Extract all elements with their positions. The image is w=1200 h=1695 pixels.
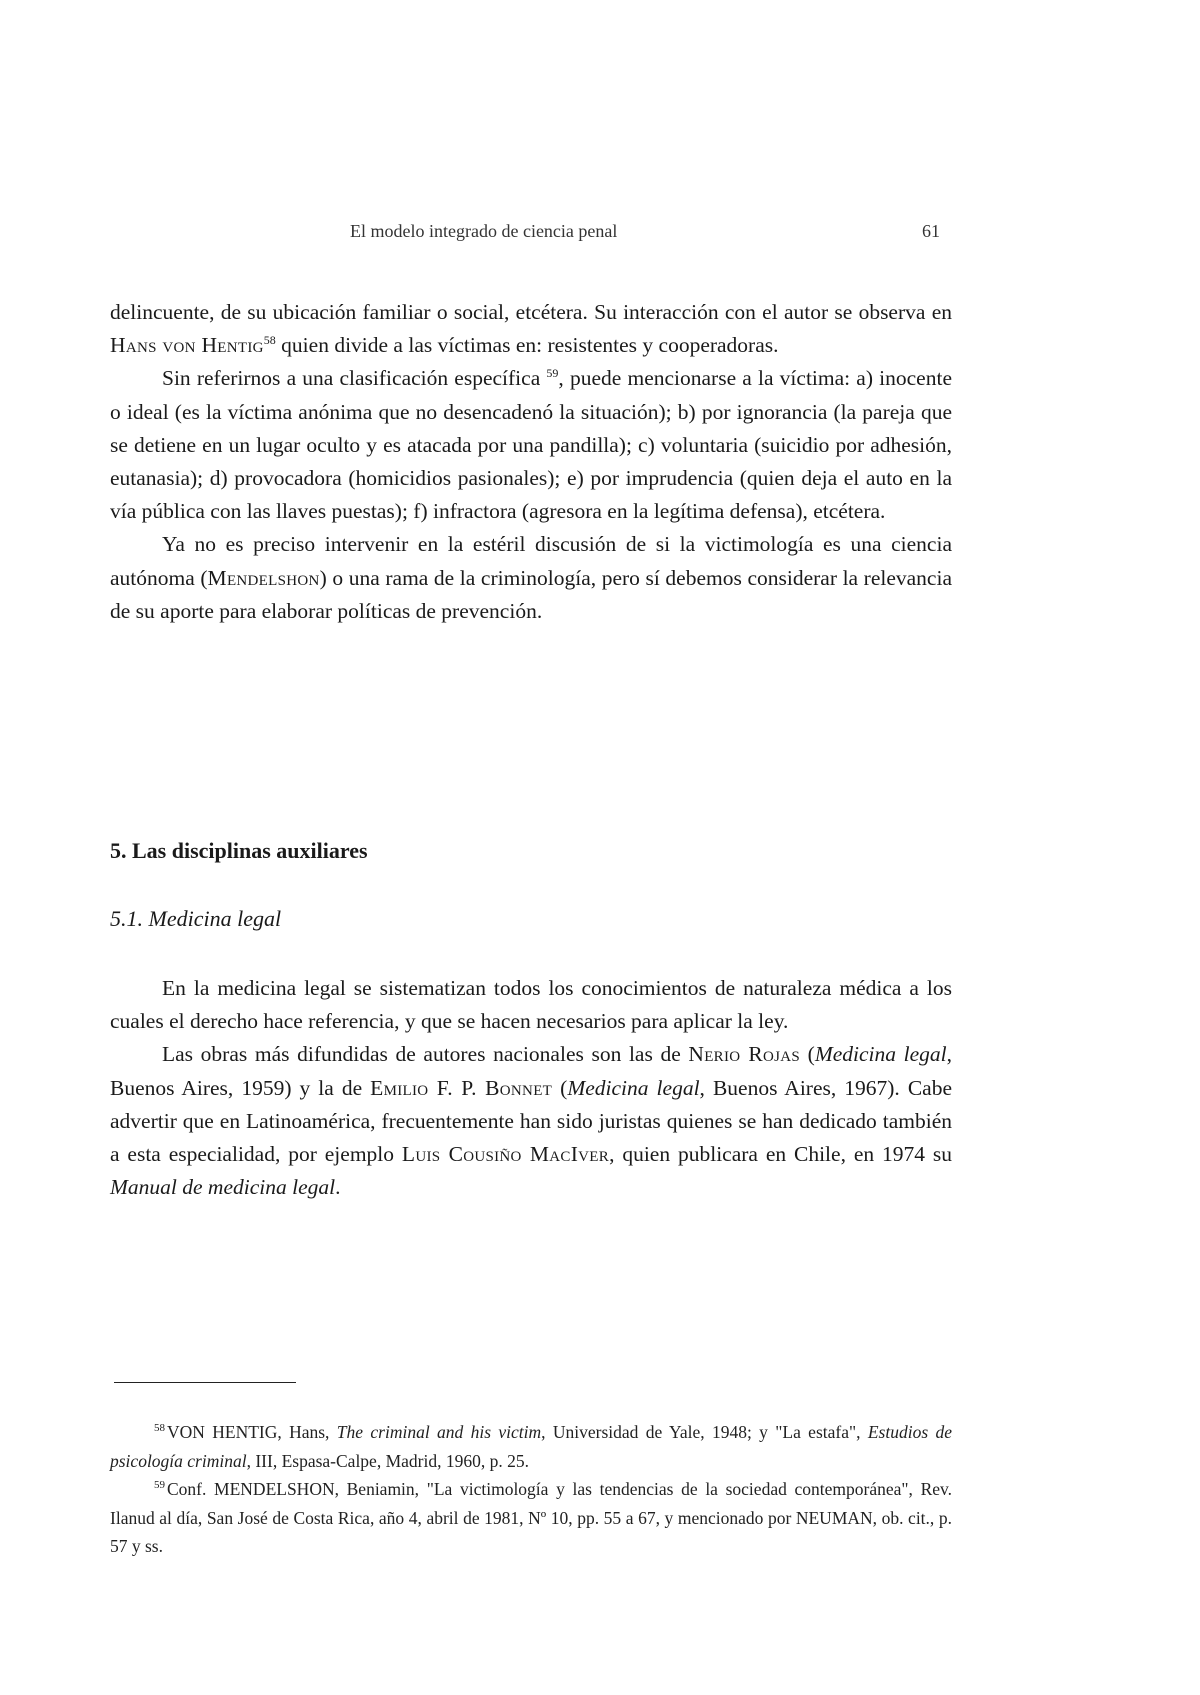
author-name: Hans von Hentig (110, 333, 264, 358)
footnote-number: 59 (154, 1479, 165, 1492)
paragraph-2: Sin referirnos a una clasificación específica $^{59}$, puede mencionarse a la víctima: a) inocente o ideal (es la víctima anónima que no desencadenó la situación); b) por ignorancia (la pareja que se detiene en un lugar oculto y es atacada por una pandilla); c) voluntaria (suicidio por adhesión, eutanasia); d) provocadora (homicidios pasionales); e) por imprudencia (quien deja el auto en la vía pública con las llaves puestas); f) infractora (agresora en la legítima defensa), etcétera. (110, 366, 952, 524)
footnote-number: 58 (154, 1422, 165, 1435)
footnote-ref[interactable]: 58 (263, 333, 276, 348)
work-title: Manual de medicina legal (110, 1175, 336, 1200)
author-name: Luis Cousiño MacIver (401, 1142, 610, 1167)
footnote-59: $^{59}$ Conf. MENDELSHON, Beniamin, "La victimología y las tendencias de la sociedad contemporánea", Rev. Ilanud al día, San José de Costa Rica, año 4, abril de 1981, Nº 10, pp. 55 a 67, y mencionado por NEUMAN, ob. cit., p. 57 y ss. (110, 1479, 952, 1556)
paragraph-4: En la medicina legal se sistematizan todos los conocimientos de naturaleza médica a los cuales el derecho hace referencia, y que se hacen necesarios para aplicar la ley. (110, 976, 952, 1034)
body-text-top (110, 296, 952, 628)
paragraph-3: Ya no es preciso intervenir en la estéril discusión de si la victimología es una ciencia autónoma (Mendelshon) o una rama de la criminología, pero sí debemos considerar la relevancia de su aporte para elaborar políticas de prevención. (110, 532, 952, 623)
body-text-bottom (110, 972, 952, 1204)
footnotes (110, 1418, 952, 1561)
subsection-heading: 5.1. Medicina legal (110, 906, 282, 931)
running-title: El modelo integrado de ciencia penal (350, 221, 618, 241)
work-title: Medicina legal (567, 1075, 700, 1100)
author-name: Emilio F. P. Bonnet (370, 1075, 553, 1100)
work-title: Medicina legal (814, 1042, 947, 1067)
section-heading: 5. Las disciplinas auxiliares (110, 838, 368, 863)
footnote-58: $^{58}$ VON HENTIG, Hans, The criminal and his victim, Universidad de Yale, 1948; y "La estafa", Estudios de psicología criminal, III, Espasa-Calpe, Madrid, 1960, p. 25. (110, 1422, 952, 1471)
footnote-ref[interactable]: 59 (546, 366, 559, 381)
footnote-divider (114, 1382, 296, 1383)
author-name: Mendelshon (207, 565, 320, 590)
paragraph-1: delincuente, de su ubicación familiar o social, etcétera. Su interacción con el autor se observa en Hans von Hentig$^{58}$ quien divide a las víctimas en: resistentes y cooperadoras. (110, 300, 952, 358)
paragraph-5: Las obras más difundidas de autores nacionales son las de Nerio Rojas (Medicina legal, Buenos Aires, 1959) y la de Emilio F. P. Bonnet (Medicina legal, Buenos Aires, 1967). Cabe advertir que en Latinoamérica, frecuentemente han sido juristas quienes se han dedicado también a esta especialidad, por ejemplo Luis Cousiño MacIver, quien publicara en Chile, en 1974 su Manual de medicina legal. (110, 1042, 953, 1200)
page-number: 61 (922, 221, 940, 241)
author-name: Nerio Rojas (688, 1042, 801, 1067)
